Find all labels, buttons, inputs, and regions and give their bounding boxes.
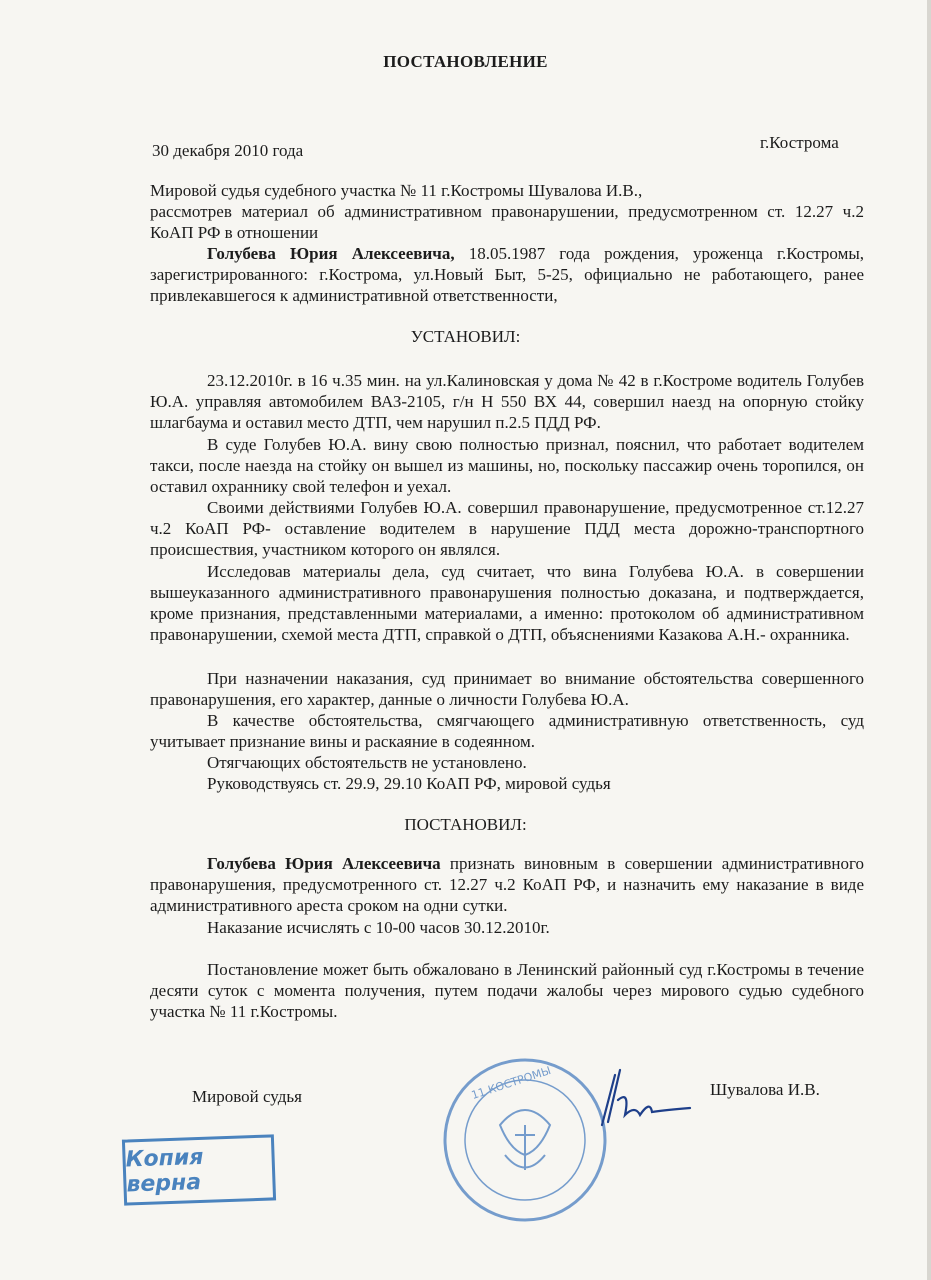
established-paragraph-5: При назначении наказания, суд принимает во внимание обстоятельства совершенного правонарушения, его характер, данные о личности Голубева Ю.А. xyxy=(150,669,864,709)
resolved-decision-text: признать виновным в совершении административного правонарушения, предусмотренного ст. 12.27 ч.2 КоАП РФ, и назначить ему наказание в виде административного ареста сроком на одни сутки. xyxy=(150,854,865,915)
intro-judge-line: Мировой судья судебного участка № 11 г.Костромы Шувалова И.В., xyxy=(150,181,643,200)
seal-text: 11 КОСТРОМЫ xyxy=(469,1064,553,1102)
established-paragraph-2: В суде Голубев Ю.А. вину свою полностью признал, пояснил, что работает водителем такси, после наезда на стойку он вышел из машины, но, поскольку пассажир очень торопился, он оставил охраннику свой телефон и уехал. xyxy=(150,435,864,496)
established-paragraph-1: 23.12.2010г. в 16 ч.35 мин. на ул.Калиновская у дома № 42 в г.Костроме водитель Голубев Ю.А. управляя автомобилем ВАЗ-2105, г/н Н 550 ВХ 44, совершил наезд на опорную стойку шлагбаума и оставил место ДТП, чем нарушил п.2.5 ПДД РФ. xyxy=(150,371,864,432)
resolved-decision-paragraph xyxy=(150,853,864,916)
intro-person-paragraph xyxy=(150,243,864,306)
handwritten-signature-icon xyxy=(590,1060,700,1140)
scan-edge xyxy=(927,0,931,1280)
signature-label: Мировой судья xyxy=(192,1087,302,1106)
intro-person-details: 18.05.1987 года рождения, уроженца г.Костромы, зарегистрированного: г.Кострома, ул.Новый Быт, 5-25, официально не работающего, ранее привлекавшегося к административной ответственности, xyxy=(150,244,865,305)
resolved-term-paragraph: Наказание исчислять с 10-00 часов 30.12.2010г. xyxy=(207,918,550,937)
established-paragraph-6: В качестве обстоятельства, смягчающего административную ответственность, суд учитывает признание вины и раскаяние в содеянном. xyxy=(150,711,864,751)
official-seal-icon xyxy=(440,1055,610,1225)
signature-name: Шувалова И.В. xyxy=(710,1080,820,1099)
established-paragraph-4: Исследовав материалы дела, суд считает, что вина Голубева Ю.А. в совершении вышеуказанного административного правонарушения полностью доказана, и подтверждается, кроме признания, представленными материалами, а именно: протоколом об административном правонарушении, схемой места ДТП, справкой о ДТП, объяснениями Казакова А.Н.- охранника. xyxy=(150,562,864,644)
heading-established: УСТАНОВИЛ: xyxy=(410,327,521,346)
established-paragraph-7: Отягчающих обстоятельств не установлено. xyxy=(207,753,527,772)
established-paragraph-3: Своими действиями Голубев Ю.А. совершил правонарушение, предусмотренное ст.12.27 ч.2 КоАП РФ- оставление водителем в нарушение ПДД места дорожно-транспортного происшествия, участником которого он являлся. xyxy=(150,498,864,559)
established-paragraph-8: Руководствуясь ст. 29.9, 29.10 КоАП РФ, мировой судья xyxy=(207,774,611,793)
document-date: 30 декабря 2010 года xyxy=(152,141,304,160)
document-title: ПОСТАНОВЛЕНИЕ xyxy=(383,52,548,71)
intro-material-line: рассмотрев материал об административном правонарушении, предусмотренном ст. 12.27 ч.2 КоАП РФ в отношении xyxy=(150,202,864,242)
resolved-person-name: Голубева Юрия Алексеевича xyxy=(207,854,441,873)
heading-resolved: ПОСТАНОВИЛ: xyxy=(404,815,527,834)
copy-verified-stamp: Копия верна xyxy=(122,1134,276,1205)
intro-person-name: Голубева Юрия Алексеевича, xyxy=(207,244,455,263)
resolved-appeal-paragraph: Постановление может быть обжаловано в Ленинский районный суд г.Костромы в течение десяти суток с момента получения, путем подачи жалобы через мирового судью судебного участка № 11 г.Костромы. xyxy=(150,960,864,1021)
document-city: г.Кострома xyxy=(760,133,839,152)
